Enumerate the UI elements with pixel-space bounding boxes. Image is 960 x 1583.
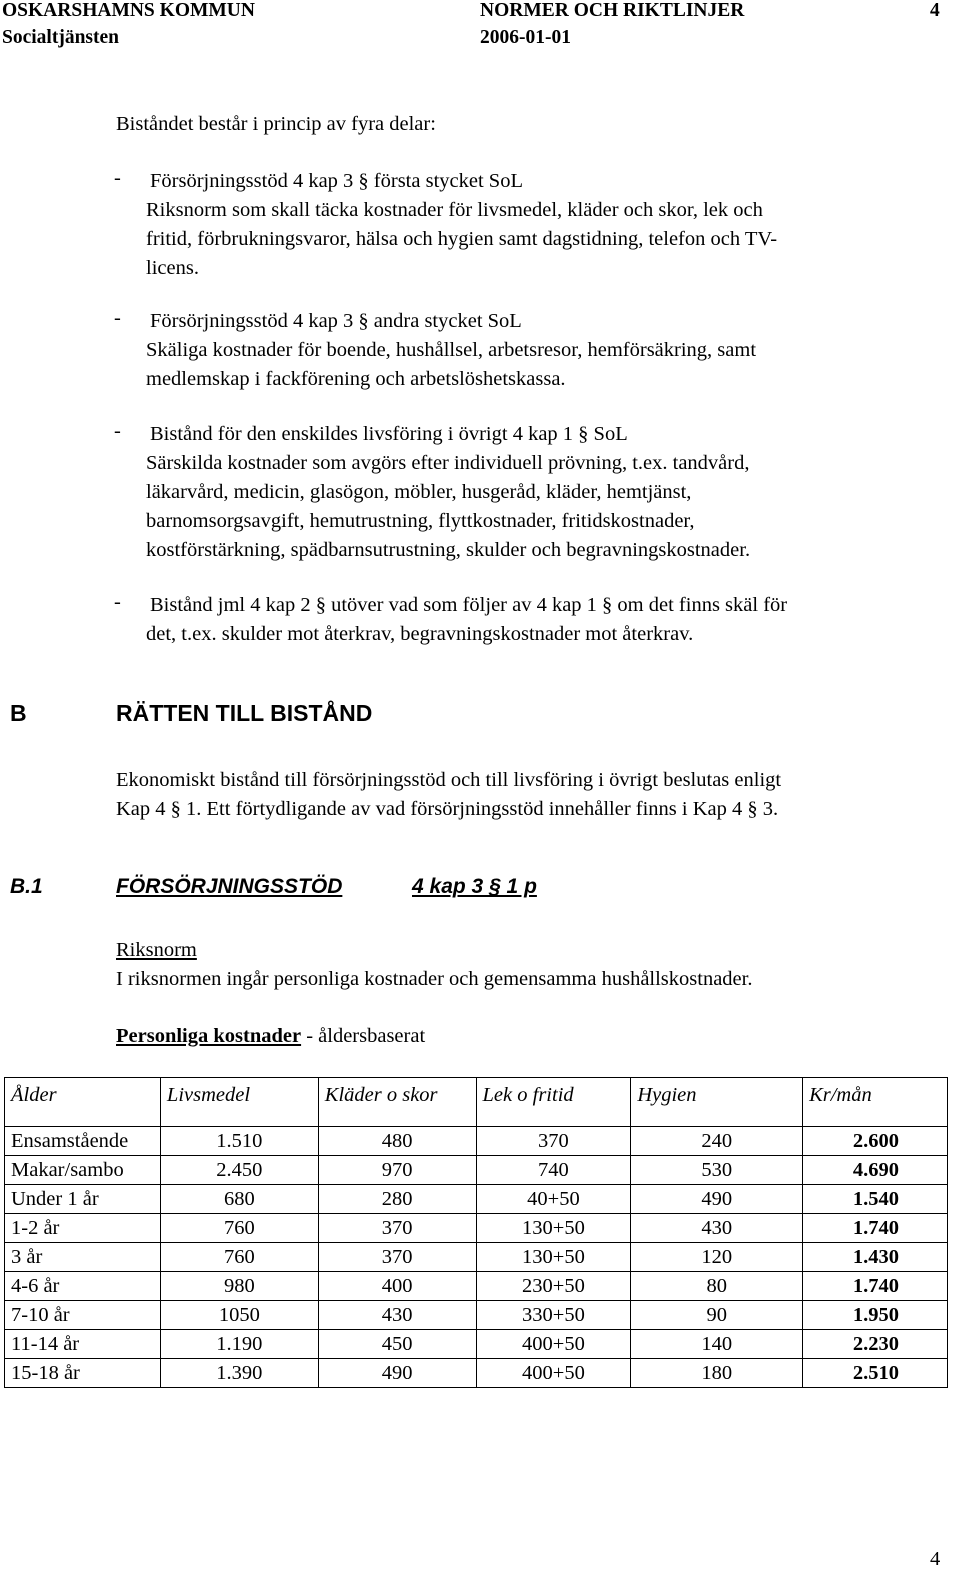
list-dash: - — [114, 307, 121, 329]
table-cell: 120 — [631, 1243, 803, 1272]
table-cell: 140 — [631, 1330, 803, 1359]
header-page-number: 4 — [930, 0, 940, 21]
table-cell: 970 — [318, 1156, 476, 1185]
table-cell: 11-14 år — [5, 1330, 161, 1359]
table-row — [5, 1127, 948, 1156]
table-header-cell: Lek o fritid — [476, 1078, 631, 1113]
table-cell-total: 2.600 — [803, 1127, 948, 1156]
table-cell-total: 1.540 — [803, 1185, 948, 1214]
subsection-title: FÖRSÖRJNINGSSTÖD — [116, 875, 343, 898]
header-organization: OSKARSHAMNS KOMMUN — [2, 0, 255, 21]
table-cell: 230+50 — [476, 1272, 631, 1301]
table-cell: 3 år — [5, 1243, 161, 1272]
table-cell: 1.390 — [160, 1359, 318, 1388]
table-cell: 400+50 — [476, 1359, 631, 1388]
table-cell: 240 — [631, 1127, 803, 1156]
table-cell: 1.510 — [160, 1127, 318, 1156]
table-row — [5, 1330, 948, 1359]
list-dash: - — [114, 420, 121, 442]
personal-costs-table — [4, 1077, 948, 1388]
list-item-line: licens. — [146, 257, 199, 279]
subsection-number: B.1 — [10, 875, 43, 898]
table-cell-total: 1.430 — [803, 1243, 948, 1272]
table-cell: 400+50 — [476, 1330, 631, 1359]
table-row — [5, 1243, 948, 1272]
table-cell: 530 — [631, 1156, 803, 1185]
list-item-line: medlemskap i fackförening och arbetslöshetskassa. — [146, 368, 566, 390]
table-cell: 760 — [160, 1214, 318, 1243]
header-date: 2006-01-01 — [480, 27, 571, 48]
table-caption-bold: Personliga kostnader — [116, 1025, 302, 1047]
list-item-heading: Försörjningsstöd 4 kap 3 § första stycket SoL — [150, 170, 523, 192]
table-spacer-row — [5, 1112, 948, 1127]
table-caption — [116, 1022, 425, 1051]
list-item-line: fritid, förbrukningsvaror, hälsa och hygien samt dagstidning, telefon och TV- — [146, 228, 778, 250]
table-cell: 280 — [318, 1185, 476, 1214]
table-cell: 80 — [631, 1272, 803, 1301]
table-cell: 760 — [160, 1243, 318, 1272]
table-header-row — [5, 1078, 948, 1113]
table-row — [5, 1156, 948, 1185]
riksnorm-heading: Riksnorm — [116, 939, 197, 961]
table-cell: 370 — [476, 1127, 631, 1156]
section-paragraph-line: Kap 4 § 1. Ett förtydligande av vad försörjningsstöd innehåller finns i Kap 4 § 3. — [116, 798, 779, 820]
list-item-line: läkarvård, medicin, glasögon, möbler, husgeråd, kläder, hemtjänst, — [146, 481, 692, 503]
table-cell: 430 — [318, 1301, 476, 1330]
table-cell: 490 — [318, 1359, 476, 1388]
list-item-line: Skäliga kostnader för boende, hushållsel, arbetsresor, hemförsäkring, samt — [146, 339, 757, 361]
table-cell: 450 — [318, 1330, 476, 1359]
header-department: Socialtjänsten — [2, 27, 119, 48]
table-cell: 430 — [631, 1214, 803, 1243]
table-cell: Ensamstående — [5, 1127, 161, 1156]
table-row — [5, 1359, 948, 1388]
table-cell: 180 — [631, 1359, 803, 1388]
table-cell-total: 2.230 — [803, 1330, 948, 1359]
table-cell-total: 1.740 — [803, 1214, 948, 1243]
table-cell: 130+50 — [476, 1243, 631, 1272]
table-cell-total: 2.510 — [803, 1359, 948, 1388]
table-cell: Makar/sambo — [5, 1156, 161, 1185]
table-row — [5, 1301, 948, 1330]
section-title: RÄTTEN TILL BISTÅND — [116, 700, 373, 726]
table-cell-total: 1.950 — [803, 1301, 948, 1330]
table-cell-total: 4.690 — [803, 1156, 948, 1185]
table-cell: 680 — [160, 1185, 318, 1214]
table-row — [5, 1272, 948, 1301]
table-header-cell: Livsmedel — [160, 1078, 318, 1113]
list-item-line: kostförstärkning, spädbarnsutrustning, skulder och begravningskostnader. — [146, 539, 751, 561]
table-header-cell: Kr/mån — [803, 1078, 948, 1113]
list-item-line: Särskilda kostnader som avgörs efter individuell prövning, t.ex. tandvård, — [146, 452, 750, 474]
table-row — [5, 1185, 948, 1214]
table-row — [5, 1214, 948, 1243]
table-cell: 40+50 — [476, 1185, 631, 1214]
table-cell: 1.190 — [160, 1330, 318, 1359]
table-cell: 15-18 år — [5, 1359, 161, 1388]
table-cell: 480 — [318, 1127, 476, 1156]
riksnorm-text: I riksnormen ingår personliga kostnader och gemensamma hushållskostnader. — [116, 968, 753, 990]
intro-text: Biståndet består i princip av fyra delar: — [116, 113, 436, 135]
table-cell: 4-6 år — [5, 1272, 161, 1301]
table-cell: 1050 — [160, 1301, 318, 1330]
table-cell-total: 1.740 — [803, 1272, 948, 1301]
table-cell: 740 — [476, 1156, 631, 1185]
table-cell: Under 1 år — [5, 1185, 161, 1214]
table-header-cell: Kläder o skor — [318, 1078, 476, 1113]
table-cell: 330+50 — [476, 1301, 631, 1330]
list-item-line: det, t.ex. skulder mot återkrav, begravningskostnader mot återkrav. — [146, 623, 694, 645]
table-cell: 980 — [160, 1272, 318, 1301]
list-dash: - — [114, 591, 121, 613]
table-cell: 400 — [318, 1272, 476, 1301]
list-item-heading: Försörjningsstöd 4 kap 3 § andra stycket SoL — [150, 310, 522, 332]
table-cell: 370 — [318, 1243, 476, 1272]
list-item-line: Riksnorm som skall täcka kostnader för livsmedel, kläder och skor, lek och — [146, 199, 763, 221]
table-cell: 7-10 år — [5, 1301, 161, 1330]
table-header-cell: Hygien — [631, 1078, 803, 1113]
table-cell: 90 — [631, 1301, 803, 1330]
table-caption-rest: - åldersbaserat — [301, 1025, 426, 1047]
table-cell: 130+50 — [476, 1214, 631, 1243]
list-item-heading: Bistånd för den enskildes livsföring i övrigt 4 kap 1 § SoL — [150, 423, 628, 445]
footer-page-number: 4 — [930, 1548, 941, 1570]
table-cell: 1-2 år — [5, 1214, 161, 1243]
list-dash: - — [114, 167, 121, 189]
table-cell: 490 — [631, 1185, 803, 1214]
list-item-heading: Bistånd jml 4 kap 2 § utöver vad som följer av 4 kap 1 § om det finns skäl för — [150, 594, 788, 616]
header-document-title: NORMER OCH RIKTLINJER — [480, 0, 745, 21]
section-letter: B — [10, 700, 27, 726]
subsection-law-reference: 4 kap 3 § 1 p — [412, 875, 537, 898]
table-cell: 2.450 — [160, 1156, 318, 1185]
section-paragraph-line: Ekonomiskt bistånd till försörjningsstöd och till livsföring i övrigt beslutas enligt — [116, 769, 782, 791]
list-item-line: barnomsorgsavgift, hemutrustning, flyttkostnader, fritidskostnader, — [146, 510, 695, 532]
table-cell: 370 — [318, 1214, 476, 1243]
table-header-cell: Ålder — [5, 1078, 161, 1113]
